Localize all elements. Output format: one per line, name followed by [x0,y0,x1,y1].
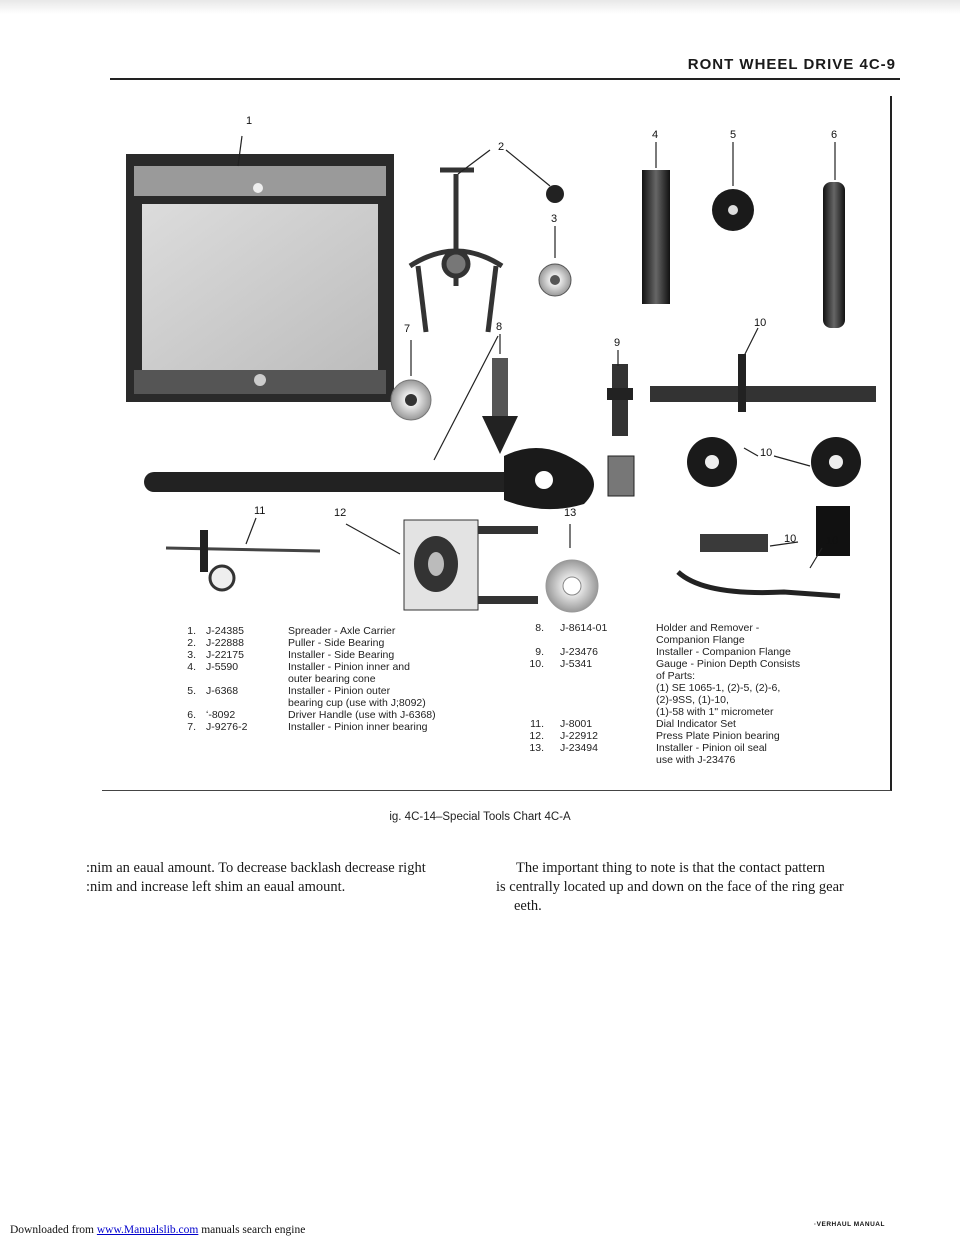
tool-2-puller [410,170,502,332]
body-line: :nim an eaual amount. To decrease backlash decrease right [86,860,426,876]
callout-8: 8 [496,321,503,333]
callout-6: 6 [831,129,838,141]
legend-part-number: J-23494 [560,742,598,754]
figure-caption: ig. 4C-14–Special Tools Chart 4C-A [389,811,571,823]
legend-part-number: J-22912 [560,730,598,742]
legend-part-number: ʻ-8092 [206,709,236,721]
footer-suffix: manuals search engine [201,1224,306,1236]
footer-download-note [10,1224,305,1236]
manualslib-link[interactable]: www.Manualslib.com [96,1224,199,1236]
tool-8-holder [482,358,518,454]
legend-description: Companion Flange [656,634,745,646]
legend-number: 6. [187,709,196,721]
tool-4-installer [642,170,670,304]
page-header-title: RONT WHEEL DRIVE 4C-9 [687,56,896,73]
special-tools-photo [104,96,888,616]
legend-part-number: J-5590 [206,661,239,673]
legend-number: 13. [529,742,544,754]
legend-number: 12. [529,730,544,742]
callout-9: 9 [614,337,621,349]
callout-12: 12 [334,507,347,519]
callout-5: 5 [730,129,737,141]
callout-11: 11 [254,505,266,517]
legend-description: outer bearing cone [288,673,376,685]
body-line: eeth. [514,898,542,914]
legend-number: 7. [187,721,196,733]
legend-description: bearing cup (use with J;8092) [288,697,426,709]
legend-part-number: J-22175 [206,649,244,661]
callout-3: 3 [551,213,558,225]
callout-10a: 10 [754,317,767,329]
legend-part-number: J-8001 [560,718,593,730]
legend-description: Installer - Side Bearing [288,649,395,661]
legend-number: 1. [187,625,196,637]
legend-number: 10. [529,658,544,670]
legend-number: 5. [187,685,196,697]
callout-7: 7 [404,323,411,335]
legend-part-number: J-8614-01 [560,622,608,634]
legend-right [528,622,868,782]
tool-5-installer [712,189,754,231]
legend-description: Installer - Pinion oil seal [656,742,767,754]
legend-part-number: J-9276-2 [206,721,248,733]
legend-part-number: J-22888 [206,637,244,649]
legend-number: 3. [187,649,196,661]
legend-description: Holder and Remover - [656,622,760,634]
header-rule [110,78,900,80]
legend-description: (1)-58 with 1" micrometer [656,706,774,718]
legend-number: 11. [530,718,544,730]
body-line: is centrally located up and down on the face of the ring gear [496,879,844,895]
legend-description: Puller - Side Bearing [288,637,385,649]
legend-description: Installer - Pinion outer [288,685,391,697]
tool-6-handle-bar [144,448,594,509]
legend-description: (1) SE 1065-1, (2)-5, (2)-6, [656,682,781,694]
legend-part-number: J-5341 [560,658,593,670]
legend-number: 2. [187,637,196,649]
footer-prefix: Downloaded from [10,1224,94,1236]
tool-7-installer [391,380,431,420]
legend-description: Spreader - Axle Carrier [288,625,396,637]
callout-1: 1 [246,115,253,127]
legend-part-number: J-6368 [206,685,239,697]
tool-6-driver-handle [823,182,845,328]
legend-description: Dial Indicator Set [656,718,736,730]
callout-10c: 10 [784,533,797,545]
legend-left [180,625,480,745]
callout-2: 2 [498,141,505,153]
tool-11-dial-indicator [166,530,320,590]
legend-number: 8. [535,622,544,634]
tool-9-installer [607,364,634,496]
scan-top-shade [0,0,960,14]
legend-description: Gauge - Pinion Depth Consists [656,658,801,670]
tool-10-gauge [650,354,876,596]
legend-description: Driver Handle (use with J-6368) [288,709,436,721]
legend-part-number: J-24385 [206,625,244,637]
legend-part-number: J-23476 [560,646,598,658]
legend-description: use with J-23476 [656,754,736,766]
tool-12-press-plate [404,520,538,610]
callout-4: 4 [652,129,659,141]
legend-number: 9. [535,646,544,658]
callout-10d: 10 [826,535,839,547]
footer-manual-label: ·VERHAUL MANUAL [814,1221,885,1228]
callout-13: 13 [564,507,577,519]
body-line: The important thing to note is that the contact pattern [516,860,825,876]
body-line: :nim and increase left shim an eaual amount. [86,879,346,895]
legend-description: Press Plate Pinion bearing [656,730,780,742]
tool-13-installer [546,560,598,612]
legend-description: Installer - Companion Flange [656,646,791,658]
legend-description: Installer - Pinion inner and [288,661,410,673]
body-column-left [86,859,486,897]
legend-number: 4. [187,661,196,673]
legend-description: Installer - Pinion inner bearing [288,721,428,733]
body-column-right [496,859,916,916]
legend-description: (2)-9SS, (1)-10, [656,694,729,706]
callout-10b: 10 [760,447,773,459]
tool-1-spreader [126,154,394,402]
legend-description: of Parts: [656,670,696,682]
